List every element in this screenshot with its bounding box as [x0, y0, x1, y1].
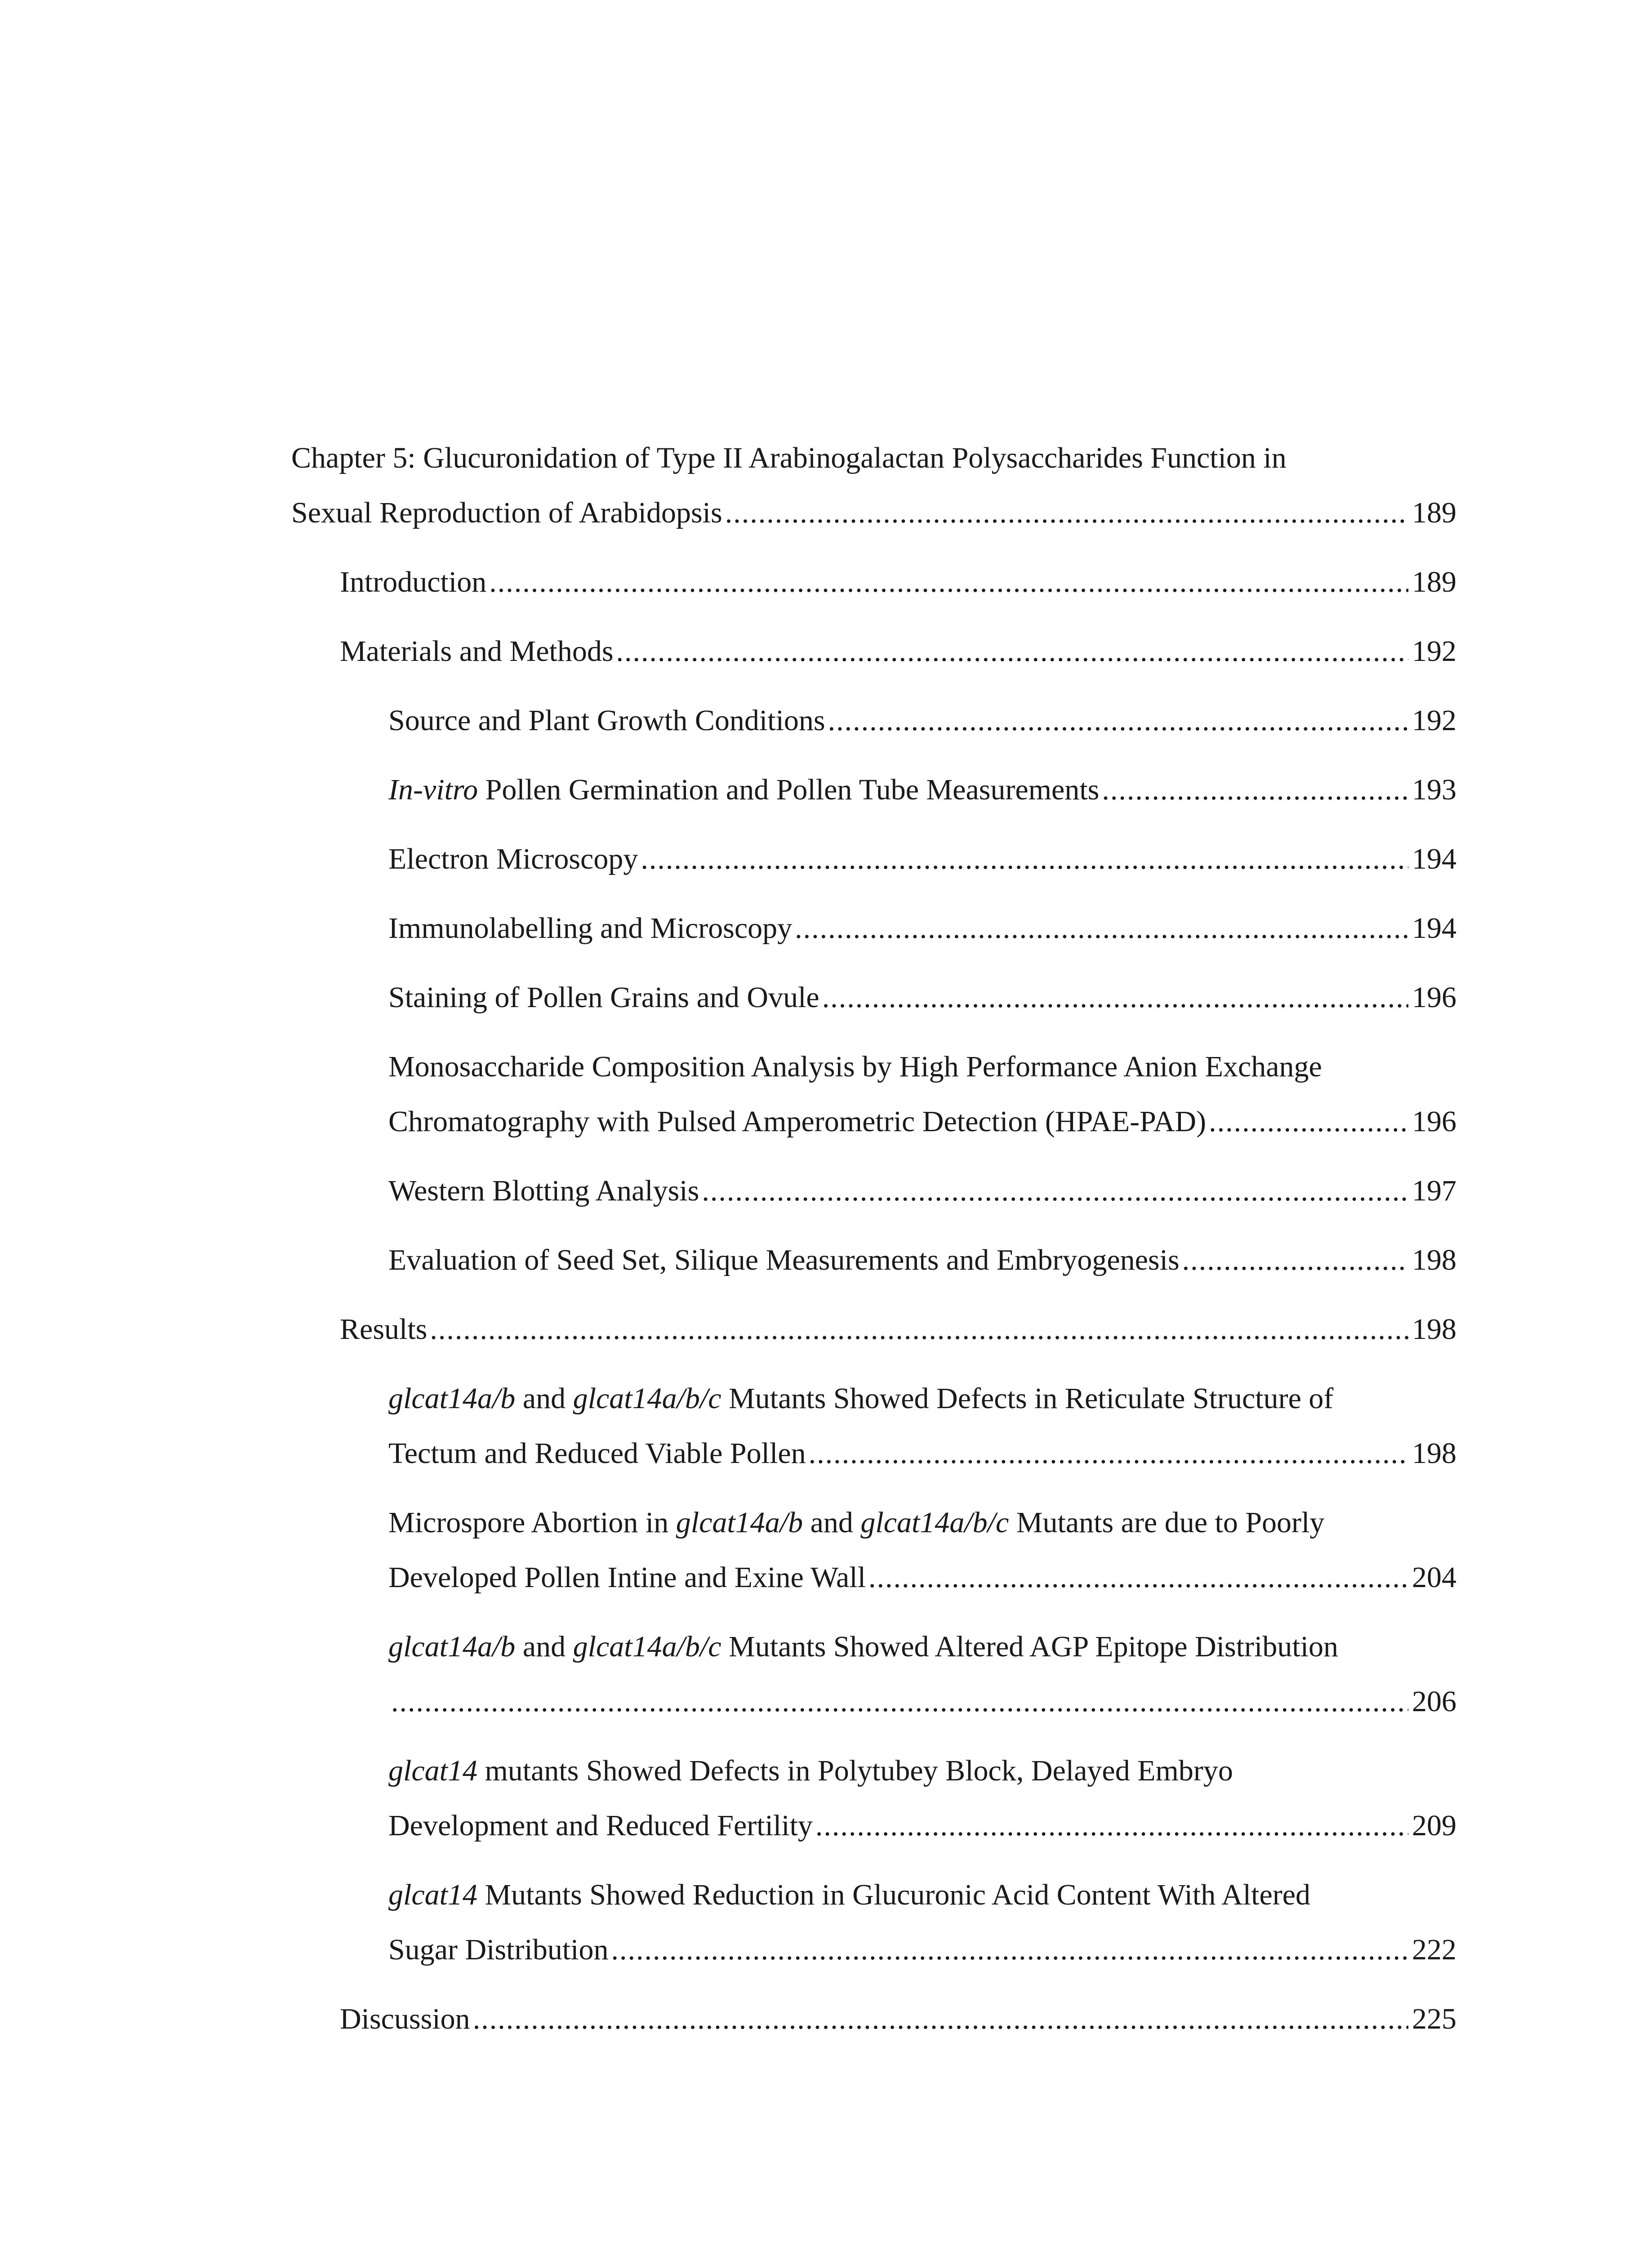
italic-term: glcat14a/b/c	[573, 1382, 721, 1415]
toc-entry-title	[388, 763, 1099, 817]
toc-entry-title: Tectum and Reduced Viable Pollen	[388, 1437, 806, 1470]
dot-leader	[868, 1550, 1408, 1605]
toc-entry-line	[388, 693, 1456, 748]
toc-entry-line	[340, 1992, 1456, 2047]
title-text: and	[515, 1382, 573, 1415]
italic-term: glcat14a/b/c	[860, 1506, 1009, 1539]
dot-leader	[1209, 1094, 1408, 1149]
dot-leader	[616, 624, 1408, 679]
toc-entry-line	[388, 1495, 1456, 1550]
toc-entry-source-growth[interactable]	[388, 693, 1456, 748]
toc-entry-title: Chapter 5: Glucuronidation of Type II Arabinogalactan Polysaccharides Function in	[291, 442, 1287, 474]
dot-leader	[489, 555, 1408, 610]
toc-entry-materials-and-methods[interactable]	[340, 624, 1456, 679]
toc-entry-monosaccharide-analysis[interactable]	[388, 1039, 1456, 1149]
toc-entry-title	[388, 1495, 1324, 1550]
toc-entry-result-microspore-abortion[interactable]	[388, 1495, 1456, 1605]
toc-entry-line	[291, 486, 1456, 540]
dot-leader	[430, 1302, 1408, 1357]
toc-entry-line	[340, 624, 1456, 679]
toc-entry-title: Developed Pollen Intine and Exine Wall	[388, 1561, 866, 1594]
toc-page-number: 206	[1412, 1685, 1456, 1718]
toc-entry-electron-microscopy[interactable]	[388, 832, 1456, 887]
toc-entry-title: Introduction	[340, 566, 487, 598]
toc-entry-line	[388, 832, 1456, 887]
toc-entry-result-agp-epitope[interactable]	[388, 1619, 1456, 1729]
toc-page-number: 198	[1412, 1244, 1456, 1276]
dot-leader	[815, 1798, 1408, 1853]
toc-page-number: 222	[1412, 1933, 1456, 1966]
toc-entry-line	[388, 1744, 1456, 1798]
toc-entry-line	[388, 1550, 1456, 1605]
toc-entry-chapter-5[interactable]	[291, 431, 1456, 540]
toc-page-number: 194	[1412, 843, 1456, 875]
dot-leader	[473, 1992, 1408, 2047]
toc-page-number: 204	[1412, 1561, 1456, 1594]
toc-entry-title: Results	[340, 1313, 427, 1346]
toc-entry-results[interactable]	[340, 1302, 1456, 1357]
toc-entry-title	[388, 1371, 1333, 1426]
toc-entry-title: Monosaccharide Composition Analysis by High Performance Anion Exchange	[388, 1050, 1322, 1083]
toc-entry-line	[388, 1922, 1456, 1977]
italic-term: glcat14a/b/c	[573, 1630, 721, 1663]
toc-entry-title: Chromatography with Pulsed Amperometric Detection (HPAE-PAD)	[388, 1105, 1207, 1138]
toc-entry-result-polytubey-block[interactable]	[388, 1744, 1456, 1853]
toc-entry-line	[388, 901, 1456, 956]
toc-entry-line	[388, 1039, 1456, 1094]
toc-entry-title: Discussion	[340, 2003, 470, 2035]
toc-entry-title: Materials and Methods	[340, 635, 614, 668]
toc-entry-line	[388, 1619, 1456, 1674]
toc-entry-result-glucuronic-acid[interactable]	[388, 1868, 1456, 1977]
toc-entry-line	[388, 1868, 1456, 1922]
toc-page-number: 193	[1412, 773, 1456, 806]
italic-term: glcat14	[388, 1878, 477, 1911]
toc-entry-line	[388, 1233, 1456, 1288]
dot-leader	[828, 693, 1408, 748]
dot-leader	[702, 1164, 1408, 1218]
toc-entry-line	[388, 1164, 1456, 1218]
dot-leader	[1102, 763, 1408, 817]
italic-term: In-vitro	[388, 773, 478, 806]
dot-leader	[725, 486, 1408, 540]
toc-entry-line	[340, 555, 1456, 610]
toc-page-number: 192	[1412, 635, 1456, 668]
toc-page-number: 225	[1412, 2003, 1456, 2035]
dot-leader	[611, 1922, 1409, 1977]
toc-page-number: 189	[1412, 566, 1456, 598]
toc-entry-line	[291, 431, 1456, 486]
italic-term: glcat14a/b	[676, 1506, 803, 1539]
toc-entry-in-vitro-germination[interactable]	[388, 763, 1456, 817]
toc-page-number: 196	[1412, 981, 1456, 1014]
table-of-contents	[291, 431, 1456, 2061]
dot-leader	[795, 901, 1408, 956]
toc-entry-title: Sexual Reproduction of Arabidopsis	[291, 496, 722, 529]
toc-entry-result-tectum-defects[interactable]	[388, 1371, 1456, 1481]
toc-entry-title: Development and Reduced Fertility	[388, 1809, 813, 1842]
toc-entry-discussion[interactable]	[340, 1992, 1456, 2047]
toc-page-number: 196	[1412, 1105, 1456, 1138]
toc-entry-immunolabelling[interactable]	[388, 901, 1456, 956]
title-text: Mutants are due to Poorly	[1009, 1506, 1325, 1539]
toc-page-number: 209	[1412, 1809, 1456, 1842]
title-text: Microspore Abortion in	[388, 1506, 676, 1539]
toc-entry-line	[388, 1674, 1456, 1729]
toc-page-number: 194	[1412, 912, 1456, 945]
dot-leader	[391, 1674, 1408, 1729]
toc-entry-title: Sugar Distribution	[388, 1933, 609, 1966]
title-text: Pollen Germination and Pollen Tube Measurements	[478, 773, 1100, 806]
toc-page-number: 198	[1412, 1437, 1456, 1470]
toc-entry-line	[388, 970, 1456, 1025]
toc-entry-line	[388, 1371, 1456, 1426]
toc-page-number: 197	[1412, 1174, 1456, 1207]
title-text: Mutants Showed Altered AGP Epitope Distribution	[721, 1630, 1339, 1663]
toc-entry-line	[388, 1094, 1456, 1149]
toc-entry-line	[388, 1426, 1456, 1481]
toc-entry-western-blotting[interactable]	[388, 1164, 1456, 1218]
toc-entry-line	[340, 1302, 1456, 1357]
toc-entry-line	[388, 763, 1456, 817]
dot-leader	[809, 1426, 1408, 1481]
title-text: Mutants Showed Reduction in Glucuronic Acid Content With Altered	[477, 1878, 1311, 1911]
toc-entry-title	[388, 1868, 1310, 1922]
dot-leader	[1182, 1233, 1408, 1288]
toc-entry-title	[388, 1744, 1233, 1798]
title-text: mutants Showed Defects in Polytubey Block, Delayed Embryo	[477, 1754, 1233, 1787]
toc-entry-title: Staining of Pollen Grains and Ovule	[388, 981, 819, 1014]
toc-page-number: 198	[1412, 1313, 1456, 1346]
title-text: Mutants Showed Defects in Reticulate Structure of	[721, 1382, 1334, 1415]
toc-entry-title: Western Blotting Analysis	[388, 1174, 699, 1207]
italic-term: glcat14a/b	[388, 1382, 516, 1415]
toc-entry-title: Source and Plant Growth Conditions	[388, 704, 825, 737]
toc-entry-line	[388, 1798, 1456, 1853]
title-text: and	[803, 1506, 861, 1539]
dot-leader	[822, 970, 1408, 1025]
toc-entry-title: Evaluation of Seed Set, Silique Measurements and Embryogenesis	[388, 1244, 1180, 1276]
toc-entry-title: Immunolabelling and Microscopy	[388, 912, 793, 945]
toc-page-number: 189	[1412, 496, 1456, 529]
toc-entry-seed-set-evaluation[interactable]	[388, 1233, 1456, 1288]
italic-term: glcat14a/b	[388, 1630, 516, 1663]
italic-term: glcat14	[388, 1754, 477, 1787]
title-text: and	[515, 1630, 573, 1663]
toc-entry-introduction[interactable]	[340, 555, 1456, 610]
toc-entry-title: Electron Microscopy	[388, 843, 638, 875]
toc-page-number: 192	[1412, 704, 1456, 737]
dot-leader	[641, 832, 1408, 887]
toc-entry-title	[388, 1619, 1338, 1674]
toc-entry-staining[interactable]	[388, 970, 1456, 1025]
